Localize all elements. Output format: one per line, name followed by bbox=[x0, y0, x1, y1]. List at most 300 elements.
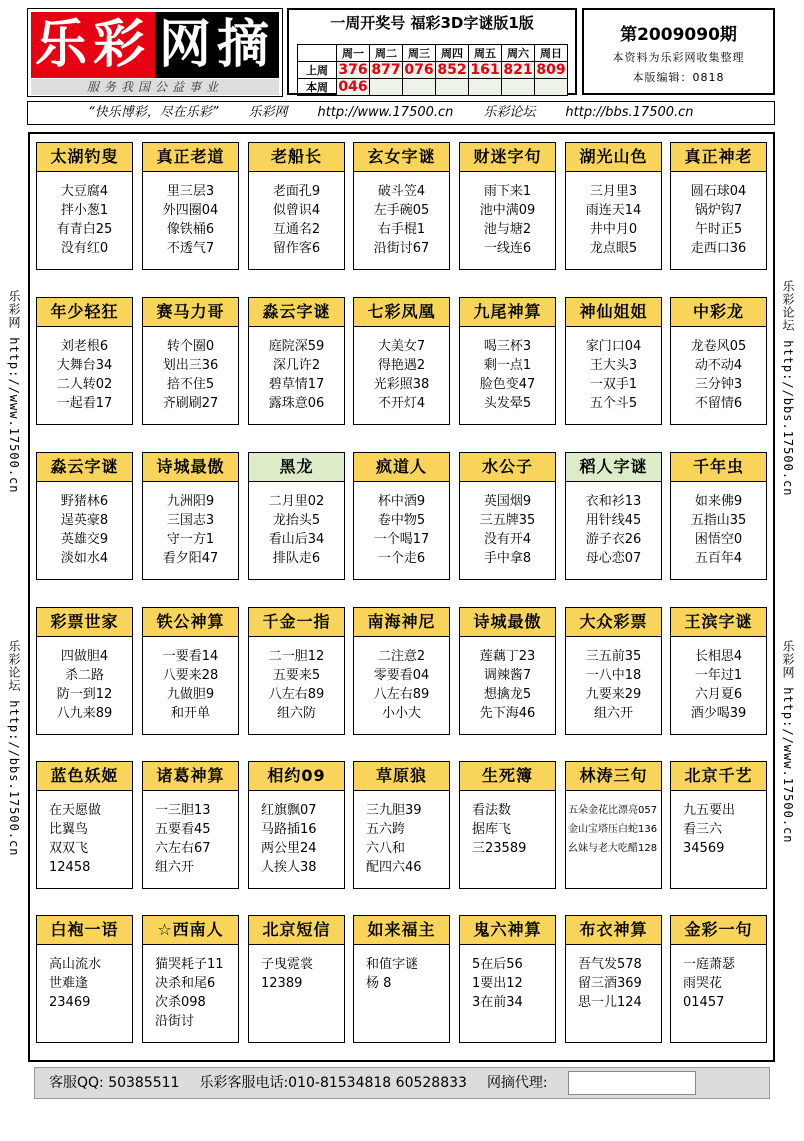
day-header-6: 周日 bbox=[535, 45, 568, 62]
puzzle-card-title: 真正老道 bbox=[143, 143, 238, 172]
puzzle-card-line: 龙抬头5 bbox=[272, 513, 321, 528]
puzzle-card bbox=[353, 761, 450, 889]
puzzle-card-lines bbox=[143, 955, 238, 1031]
puzzle-card-line: 四做胆4 bbox=[60, 649, 109, 664]
last-week-number-3: 852 bbox=[437, 62, 467, 78]
puzzle-card-line: 一个喝17 bbox=[373, 532, 430, 547]
puzzle-card bbox=[353, 607, 450, 735]
draw-results-box bbox=[287, 8, 577, 95]
puzzle-card-lines bbox=[354, 492, 449, 568]
puzzle-card-line: 困悟空0 bbox=[694, 532, 743, 547]
puzzle-card-line: 据库飞 bbox=[472, 822, 512, 837]
puzzle-card-line: 二注意2 bbox=[377, 649, 426, 664]
puzzle-card-line: 五朵金花比漂亮057 bbox=[568, 805, 658, 816]
puzzle-card-line: 不留情6 bbox=[694, 396, 743, 411]
puzzle-card bbox=[248, 607, 345, 735]
puzzle-card-line: 一庭萧瑟 bbox=[683, 957, 736, 972]
puzzle-card-line: 池与塘2 bbox=[483, 222, 532, 237]
this-week-number-5 bbox=[502, 79, 535, 96]
puzzle-card-lines bbox=[460, 647, 555, 723]
puzzle-card-line: 八要来28 bbox=[162, 668, 219, 683]
puzzle-card-line: 井中月0 bbox=[589, 222, 638, 237]
puzzle-card-line: 似曾识4 bbox=[272, 203, 321, 218]
puzzle-card-line: 杨 8 bbox=[366, 976, 392, 991]
puzzle-card-title: 疯道人 bbox=[354, 453, 449, 482]
puzzle-card-title: ☆西南人 bbox=[143, 916, 238, 945]
puzzle-card-line: 碧草情17 bbox=[268, 377, 325, 392]
puzzle-card-line: 杯中酒9 bbox=[377, 494, 426, 509]
puzzle-card-line: 和值字谜 bbox=[366, 957, 419, 972]
puzzle-card-line: 决杀和尾6 bbox=[155, 976, 216, 991]
puzzle-card-lines bbox=[37, 647, 132, 723]
puzzle-card bbox=[459, 452, 556, 580]
this-week-number-6 bbox=[535, 79, 568, 96]
puzzle-card-line: 九洲阳9 bbox=[166, 494, 215, 509]
puzzle-card-line: 三分钟3 bbox=[694, 377, 743, 392]
puzzle-card bbox=[353, 297, 450, 425]
puzzle-card-line: 沿街讨 bbox=[155, 1014, 195, 1029]
puzzle-card-line: 三五牌35 bbox=[479, 513, 536, 528]
puzzle-card bbox=[353, 142, 450, 270]
puzzle-card-line: 母心恋07 bbox=[585, 551, 642, 566]
puzzle-card bbox=[670, 452, 767, 580]
puzzle-card-line: 划出三36 bbox=[162, 358, 219, 373]
puzzle-card-title: 玄女字谜 bbox=[354, 143, 449, 172]
puzzle-card-title: 彩票世家 bbox=[37, 608, 132, 637]
issue-number: 第2009090期 bbox=[620, 25, 737, 45]
puzzle-card bbox=[36, 607, 133, 735]
puzzle-card-line: 午时正5 bbox=[694, 222, 743, 237]
puzzle-card bbox=[670, 607, 767, 735]
puzzle-card-line: 排队走6 bbox=[272, 551, 321, 566]
puzzle-card-line: 王大头3 bbox=[589, 358, 638, 373]
puzzle-grid bbox=[28, 132, 775, 1062]
puzzle-card bbox=[36, 915, 133, 1043]
puzzle-card-lines bbox=[37, 492, 132, 568]
puzzle-card-title: 北京千艺 bbox=[671, 762, 766, 791]
puzzle-card bbox=[459, 142, 556, 270]
puzzle-card-lines bbox=[354, 955, 449, 993]
puzzle-card-line: 二月里02 bbox=[268, 494, 325, 509]
puzzle-card-line: 吾气发578 bbox=[578, 957, 642, 972]
puzzle-card-line: 九要来29 bbox=[585, 687, 642, 702]
puzzle-card-line: 手中拿8 bbox=[483, 551, 532, 566]
logo-slogan: 服务我国公益事业 bbox=[31, 79, 279, 95]
puzzle-card-lines bbox=[671, 955, 766, 1012]
puzzle-card-line: 转个圈0 bbox=[166, 339, 215, 354]
this-week-number-1 bbox=[370, 79, 403, 96]
puzzle-card-line: 一起看17 bbox=[56, 396, 113, 411]
puzzle-card-line: 五要来5 bbox=[272, 668, 321, 683]
draw-results-title: 一周开奖号 福彩3D字谜版1版 bbox=[330, 14, 534, 32]
puzzle-card-line: 杀二路 bbox=[64, 668, 104, 683]
puzzle-card-title: 草原狼 bbox=[354, 762, 449, 791]
puzzle-card-line: 五六跨 bbox=[366, 822, 406, 837]
puzzle-card-line: 喝三杯3 bbox=[483, 339, 532, 354]
puzzle-card-title: 蓝色妖姬 bbox=[37, 762, 132, 791]
puzzle-card-line: 01457 bbox=[683, 995, 725, 1010]
puzzle-card-line: 龙点眼5 bbox=[589, 241, 638, 256]
puzzle-card-line: 三五前35 bbox=[585, 649, 642, 664]
puzzle-card-line: 一要看14 bbox=[162, 649, 219, 664]
puzzle-card-line: 看夕阳47 bbox=[162, 551, 219, 566]
puzzle-card-title: 年少轻狂 bbox=[37, 298, 132, 327]
puzzle-card bbox=[353, 915, 450, 1043]
puzzle-card-line: 双双飞 bbox=[49, 841, 89, 856]
puzzle-card-title: 如来福主 bbox=[354, 916, 449, 945]
puzzle-card-title: 诗城最傲 bbox=[143, 453, 238, 482]
puzzle-card-lines bbox=[143, 182, 238, 258]
puzzle-card-line: 次杀098 bbox=[155, 995, 206, 1010]
puzzle-card-lines bbox=[566, 955, 661, 1012]
puzzle-card-title: 南海神尼 bbox=[354, 608, 449, 637]
puzzle-card-line: 八左右89 bbox=[268, 687, 325, 702]
puzzle-card-title: 七彩凤凰 bbox=[354, 298, 449, 327]
site-name: 乐彩网 bbox=[248, 105, 288, 120]
puzzle-card-line: 右手棍1 bbox=[377, 222, 426, 237]
puzzle-card-line: 组六开 bbox=[155, 860, 195, 875]
puzzle-card-line: 衣和衫13 bbox=[585, 494, 642, 509]
puzzle-card-title: 白袍一语 bbox=[37, 916, 132, 945]
puzzle-card-title: 相约09 bbox=[249, 762, 344, 791]
puzzle-card bbox=[248, 915, 345, 1043]
puzzle-card-line: 子曳霓裳 bbox=[261, 957, 314, 972]
day-header-5: 周六 bbox=[502, 45, 535, 62]
puzzle-card-title: 神仙姐姐 bbox=[566, 298, 661, 327]
puzzle-card-line: 零要看04 bbox=[373, 668, 430, 683]
puzzle-card-lines bbox=[249, 647, 344, 723]
puzzle-card-line: 幺妹与老大吃醋128 bbox=[568, 843, 658, 854]
puzzle-card-line: 莲藕丁23 bbox=[479, 649, 536, 664]
puzzle-card bbox=[142, 297, 239, 425]
puzzle-card-line: 拌小葱1 bbox=[60, 203, 109, 218]
puzzle-card-line: 家门口04 bbox=[585, 339, 642, 354]
puzzle-card-title: 湖光山色 bbox=[566, 143, 661, 172]
puzzle-card-lines bbox=[249, 801, 344, 877]
puzzle-card-line: 野猪林6 bbox=[60, 494, 109, 509]
puzzle-card-title: 林涛三句 bbox=[566, 762, 661, 791]
puzzle-card-line: 3在前34 bbox=[472, 995, 523, 1010]
puzzle-card-lines bbox=[671, 492, 766, 568]
day-header-2: 周三 bbox=[403, 45, 436, 62]
puzzle-card-line: 守一方1 bbox=[166, 532, 215, 547]
puzzle-card-lines bbox=[249, 337, 344, 413]
puzzle-card bbox=[565, 761, 662, 889]
puzzle-card-lines bbox=[460, 182, 555, 258]
puzzle-card-lines bbox=[249, 955, 344, 993]
puzzle-card-line: 九做胆9 bbox=[166, 687, 215, 702]
logo-text-black: 网摘 bbox=[158, 14, 275, 75]
puzzle-card-line: 三月里3 bbox=[589, 184, 638, 199]
puzzle-card-title: 太湖钓叟 bbox=[37, 143, 132, 172]
puzzle-card-title: 淼云字谜 bbox=[249, 298, 344, 327]
last-week-number-6: 809 bbox=[536, 62, 566, 78]
puzzle-card bbox=[353, 452, 450, 580]
puzzle-card-line: 看三六 bbox=[683, 822, 723, 837]
puzzle-card-lines bbox=[566, 182, 661, 258]
puzzle-card-line: 九五要出 bbox=[683, 803, 736, 818]
puzzle-card bbox=[565, 297, 662, 425]
puzzle-card bbox=[142, 142, 239, 270]
puzzle-card-lines bbox=[460, 801, 555, 858]
puzzle-card-line: 深几许2 bbox=[272, 358, 321, 373]
puzzle-card-lines bbox=[37, 801, 132, 877]
puzzle-card-lines bbox=[37, 182, 132, 258]
puzzle-card-lines bbox=[249, 182, 344, 258]
puzzle-card-line: 动不动4 bbox=[694, 358, 743, 373]
puzzle-card-line: 人挨人38 bbox=[261, 860, 317, 875]
puzzle-card-title: 千年虫 bbox=[671, 453, 766, 482]
source-note: 本资料为乐彩网收集整理 bbox=[612, 51, 745, 64]
puzzle-card-lines bbox=[354, 801, 449, 877]
puzzle-card-line: 看山后34 bbox=[268, 532, 325, 547]
side-text-right-bottom: 乐彩网 http://www.17500.cn bbox=[781, 640, 795, 844]
puzzle-card-title: 九尾神算 bbox=[460, 298, 555, 327]
last-week-number-4: 161 bbox=[470, 62, 500, 78]
puzzle-card-line: 头发晕5 bbox=[483, 396, 532, 411]
puzzle-card-line: 先下海46 bbox=[479, 706, 536, 721]
puzzle-card-line: 雨连天14 bbox=[585, 203, 642, 218]
this-week-label: 本周 bbox=[298, 79, 337, 96]
puzzle-card bbox=[248, 297, 345, 425]
puzzle-card-line: 有青白25 bbox=[56, 222, 113, 237]
puzzle-card-line: 八左右89 bbox=[373, 687, 430, 702]
footer-bar bbox=[34, 1067, 770, 1099]
puzzle-card-line: 三国志3 bbox=[166, 513, 215, 528]
puzzle-card bbox=[248, 761, 345, 889]
puzzle-card-lines bbox=[671, 801, 766, 858]
puzzle-card-title: 鬼六神算 bbox=[460, 916, 555, 945]
puzzle-card-line: 池中满09 bbox=[479, 203, 536, 218]
puzzle-card-lines bbox=[143, 647, 238, 723]
puzzle-card-lines bbox=[566, 801, 661, 858]
puzzle-card-line: 两公里24 bbox=[261, 841, 317, 856]
this-week-number-4 bbox=[469, 79, 502, 96]
puzzle-card-line: 左手碗05 bbox=[373, 203, 430, 218]
puzzle-card-line: 调辣酱7 bbox=[483, 668, 532, 683]
puzzle-card bbox=[142, 761, 239, 889]
puzzle-card-lines bbox=[143, 801, 238, 877]
puzzle-card-title: 生死簿 bbox=[460, 762, 555, 791]
side-text-left-bottom: 乐彩论坛 http://bbs.17500.cn bbox=[7, 640, 21, 857]
puzzle-card-line: 互通名2 bbox=[272, 222, 321, 237]
puzzle-card-line: 雨哭花 bbox=[683, 976, 723, 991]
this-week-number-2 bbox=[403, 79, 436, 96]
puzzle-card-line: 防一到12 bbox=[56, 687, 113, 702]
puzzle-card-line: 锅炉钩7 bbox=[694, 203, 743, 218]
puzzle-card bbox=[565, 915, 662, 1043]
puzzle-card-line: 1要出12 bbox=[472, 976, 523, 991]
service-qq: 客服QQ: 50385511 bbox=[49, 1075, 180, 1091]
puzzle-card-lines bbox=[37, 337, 132, 413]
puzzle-card-line: 一个走6 bbox=[377, 551, 426, 566]
puzzle-card-lines bbox=[671, 337, 766, 413]
puzzle-card-title: 诸葛神算 bbox=[143, 762, 238, 791]
puzzle-card-title: 金彩一句 bbox=[671, 916, 766, 945]
puzzle-card-line: 二一胆12 bbox=[268, 649, 325, 664]
puzzle-card bbox=[36, 452, 133, 580]
agent-input[interactable] bbox=[568, 1071, 696, 1095]
puzzle-card-line: 世难逢 bbox=[49, 976, 89, 991]
puzzle-card-line: 没有开4 bbox=[483, 532, 532, 547]
puzzle-card-line: 大舞台34 bbox=[56, 358, 113, 373]
puzzle-card-title: 铁公神算 bbox=[143, 608, 238, 637]
puzzle-card-line: 一八中18 bbox=[585, 668, 642, 683]
puzzle-card-line: 想擒龙5 bbox=[483, 687, 532, 702]
puzzle-card-line: 没有红0 bbox=[60, 241, 109, 256]
puzzle-card-lines bbox=[566, 492, 661, 568]
puzzle-card-line: 留作客6 bbox=[272, 241, 321, 256]
day-header-0: 周一 bbox=[337, 45, 370, 62]
puzzle-card-lines bbox=[566, 647, 661, 723]
puzzle-card bbox=[36, 297, 133, 425]
puzzle-card-line: 庭院深59 bbox=[268, 339, 325, 354]
puzzle-card-lines bbox=[143, 492, 238, 568]
puzzle-card-line: 如来佛9 bbox=[694, 494, 743, 509]
puzzle-card-line: 金山宝塔压白蛇136 bbox=[568, 824, 658, 835]
puzzle-card-title: 诗城最傲 bbox=[460, 608, 555, 637]
service-phone: 乐彩客服电话:010-81534818 60528833 bbox=[199, 1075, 467, 1091]
puzzle-card-line: 齐刷刷27 bbox=[162, 396, 219, 411]
puzzle-card-line: 酒少喝39 bbox=[690, 706, 747, 721]
puzzle-card-lines bbox=[249, 492, 344, 568]
puzzle-card bbox=[670, 297, 767, 425]
puzzle-card-line: 露珠意06 bbox=[268, 396, 325, 411]
puzzle-card bbox=[459, 607, 556, 735]
puzzle-card bbox=[565, 452, 662, 580]
puzzle-card-lines bbox=[671, 182, 766, 258]
puzzle-card-line: 淡如水4 bbox=[60, 551, 109, 566]
draw-results-table bbox=[297, 44, 568, 96]
day-header-4: 周五 bbox=[469, 45, 502, 62]
puzzle-card-line: 六左右67 bbox=[155, 841, 211, 856]
puzzle-card-line: 用针线45 bbox=[585, 513, 642, 528]
puzzle-card bbox=[248, 452, 345, 580]
puzzle-card-line: 五指山35 bbox=[690, 513, 747, 528]
puzzle-card bbox=[459, 915, 556, 1043]
puzzle-card-title: 真正神老 bbox=[671, 143, 766, 172]
puzzle-card bbox=[459, 761, 556, 889]
puzzle-card-lines bbox=[143, 337, 238, 413]
puzzle-card-title: 财迷字句 bbox=[460, 143, 555, 172]
puzzle-card-line: 大美女7 bbox=[377, 339, 426, 354]
motto-quote: “快乐博彩，尽在乐彩” bbox=[88, 105, 219, 120]
puzzle-card bbox=[142, 452, 239, 580]
this-week-number-3 bbox=[436, 79, 469, 96]
puzzle-card-line: 12389 bbox=[261, 976, 303, 991]
forum-name: 乐彩论坛 bbox=[483, 105, 536, 120]
puzzle-card-line: 走西口36 bbox=[690, 241, 747, 256]
last-week-number-2: 076 bbox=[404, 62, 434, 78]
puzzle-card-title: 布衣神算 bbox=[566, 916, 661, 945]
puzzle-card-lines bbox=[566, 337, 661, 413]
puzzle-card-line: 五个斗5 bbox=[589, 396, 638, 411]
puzzle-card-line: 小小大 bbox=[381, 706, 421, 721]
puzzle-card-lines bbox=[354, 182, 449, 258]
puzzle-card-line: 配四六46 bbox=[366, 860, 422, 875]
puzzle-card-line: 长相思4 bbox=[694, 649, 743, 664]
last-week-number-0: 376 bbox=[338, 62, 368, 78]
puzzle-card-line: 光彩照38 bbox=[373, 377, 430, 392]
side-text-right-top: 乐彩论坛 http://bbs.17500.cn bbox=[781, 280, 795, 497]
puzzle-card-line: 英国烟9 bbox=[483, 494, 532, 509]
puzzle-card-lines bbox=[460, 492, 555, 568]
puzzle-card-line: 不开灯4 bbox=[377, 396, 426, 411]
puzzle-card-line: 外四圈04 bbox=[162, 203, 219, 218]
side-text-left-top: 乐彩网 http://www.17500.cn bbox=[7, 290, 21, 494]
puzzle-card-title: 黑龙 bbox=[249, 453, 344, 482]
puzzle-card-title: 王滨字谜 bbox=[671, 608, 766, 637]
puzzle-card-line: 不透气7 bbox=[166, 241, 215, 256]
puzzle-card-line: 圆石球04 bbox=[690, 184, 747, 199]
puzzle-card-line: 龙卷风05 bbox=[690, 339, 747, 354]
puzzle-card-line: 英雄交9 bbox=[60, 532, 109, 547]
puzzle-card-line: 六八和 bbox=[366, 841, 406, 856]
puzzle-card bbox=[565, 142, 662, 270]
puzzle-card-line: 二人转02 bbox=[56, 377, 113, 392]
puzzle-card-line: 五百年4 bbox=[694, 551, 743, 566]
issue-box bbox=[582, 8, 775, 95]
puzzle-card bbox=[670, 761, 767, 889]
puzzle-card-line: 大豆腐4 bbox=[60, 184, 109, 199]
puzzle-card-line: 和开单 bbox=[170, 706, 210, 721]
puzzle-card-line: 三九胆39 bbox=[366, 803, 422, 818]
puzzle-card-lines bbox=[460, 337, 555, 413]
puzzle-card bbox=[248, 142, 345, 270]
puzzle-card-line: 留三酒369 bbox=[578, 976, 642, 991]
puzzle-card-line: 卷中物5 bbox=[377, 513, 426, 528]
puzzle-card bbox=[670, 915, 767, 1043]
agent-label: 网摘代理: bbox=[486, 1075, 548, 1091]
puzzle-card-lines bbox=[37, 955, 132, 1012]
logo-text-red: 乐彩 bbox=[31, 12, 155, 78]
puzzle-card-line: 老面孔9 bbox=[272, 184, 321, 199]
puzzle-card-line: 5在后56 bbox=[472, 957, 523, 972]
puzzle-card-line: 雨下来1 bbox=[483, 184, 532, 199]
site-url-link[interactable]: http://www.17500.cn bbox=[317, 105, 454, 120]
puzzle-card-line: 猫哭耗子11 bbox=[155, 957, 224, 972]
puzzle-card bbox=[36, 761, 133, 889]
puzzle-card-line: 沿街讨67 bbox=[373, 241, 430, 256]
puzzle-card-line: 五要看45 bbox=[155, 822, 211, 837]
puzzle-card-line: 一双手1 bbox=[589, 377, 638, 392]
puzzle-card-line: 组六开 bbox=[593, 706, 633, 721]
puzzle-card-line: 掊不住5 bbox=[166, 377, 215, 392]
day-header-1: 周二 bbox=[370, 45, 403, 62]
puzzle-card-line: 马路插16 bbox=[261, 822, 317, 837]
logo bbox=[27, 8, 283, 97]
editor-note: 本版编辑：0818 bbox=[632, 71, 725, 84]
puzzle-card-title: 稻人字谜 bbox=[566, 453, 661, 482]
puzzle-card-line: 一年过1 bbox=[694, 668, 743, 683]
puzzle-card-title: 老船长 bbox=[249, 143, 344, 172]
puzzle-card-line: 得艳遇2 bbox=[377, 358, 426, 373]
puzzle-card-line: 看法数 bbox=[472, 803, 512, 818]
puzzle-card-line: 剩一点1 bbox=[483, 358, 532, 373]
puzzle-card-line: 游子衣26 bbox=[585, 532, 642, 547]
puzzle-card bbox=[565, 607, 662, 735]
puzzle-card-title: 北京短信 bbox=[249, 916, 344, 945]
puzzle-card-line: 六月夏6 bbox=[694, 687, 743, 702]
puzzle-card-line: 脸色变47 bbox=[479, 377, 536, 392]
puzzle-card bbox=[36, 142, 133, 270]
puzzle-card-lines bbox=[671, 647, 766, 723]
puzzle-card-line: 比翼鸟 bbox=[49, 822, 89, 837]
puzzle-card-line: 34569 bbox=[683, 841, 725, 856]
puzzle-card-title: 水公子 bbox=[460, 453, 555, 482]
puzzle-card-line: 三23589 bbox=[472, 841, 527, 856]
forum-url-link[interactable]: http://bbs.17500.cn bbox=[565, 105, 694, 120]
